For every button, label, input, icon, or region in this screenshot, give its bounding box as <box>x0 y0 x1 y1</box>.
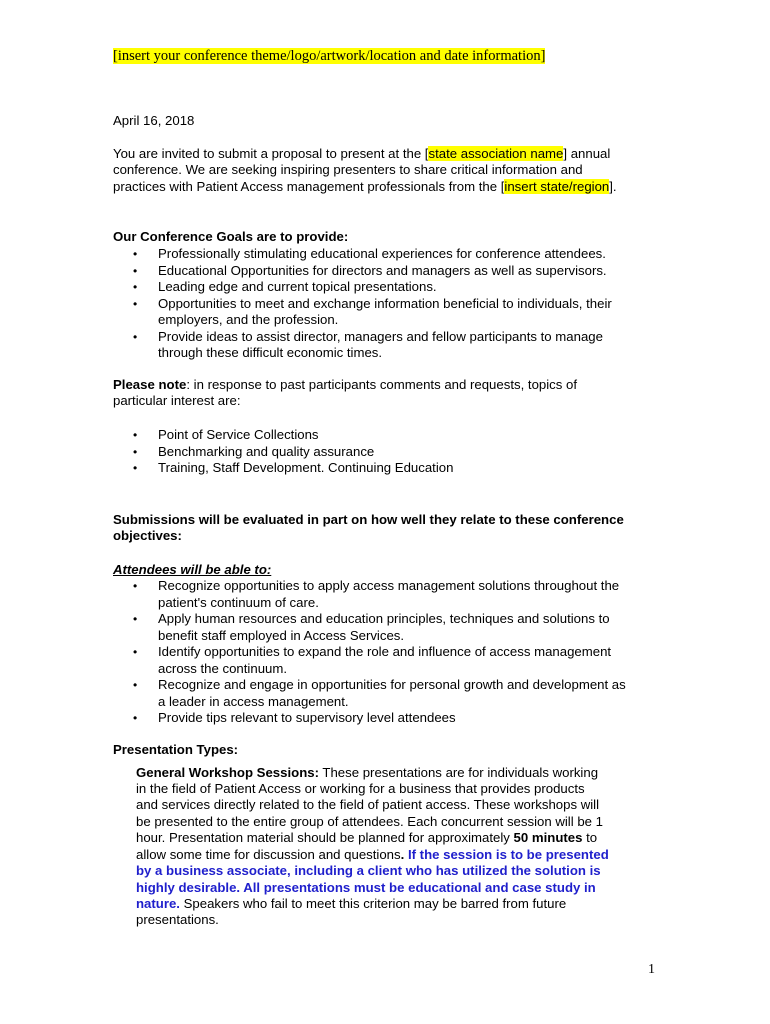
gw-line-8: highly desirable. All presentations must be educational and case study in <box>136 880 596 895</box>
attendees-heading: Attendees will be able to: <box>113 562 272 577</box>
submissions-line-2: objectives: <box>113 528 182 543</box>
goals-heading: Our Conference Goals are to provide: <box>113 229 349 244</box>
list-item: through these difficult economic times. <box>158 345 383 360</box>
list-item: Professionally stimulating educational experiences for conference attendees. <box>158 246 606 261</box>
list-item: Opportunities to meet and exchange information beneficial to individuals, their <box>158 295 612 311</box>
gw-line-6 <box>136 847 609 863</box>
bullet-icon: • <box>133 296 138 311</box>
list-item: Benchmarking and quality assurance <box>158 443 375 459</box>
list-item: a leader in access management. <box>158 693 349 709</box>
bullet-icon: • <box>133 711 138 725</box>
list-item: Provide ideas to assist director, managers and fellow participants to manage <box>158 328 603 344</box>
gw-line-3: and services directly related to the field of patient access. These workshops will <box>136 797 600 812</box>
state-region-placeholder: insert state/region <box>504 179 610 194</box>
gw-label: General Workshop Sessions: <box>136 765 319 780</box>
gw-text: hour. Presentation material should be planned for approximately <box>136 830 514 845</box>
intro-text: ]. <box>609 179 617 194</box>
gw-text: to <box>582 830 598 845</box>
list-item: Identify opportunities to expand the role and influence of access management <box>158 644 612 659</box>
bullet-icon: • <box>133 263 138 278</box>
gw-period: . <box>400 847 405 862</box>
gw-blue-text: nature. <box>136 896 180 911</box>
page-number: 1 <box>648 962 655 977</box>
bullet-icon: • <box>133 247 138 261</box>
list-item: Apply human resources and education principles, techniques and solutions to <box>158 611 610 626</box>
state-association-placeholder: state association name <box>428 146 564 161</box>
list-item: Training, Staff Development. Continuing Education <box>158 460 454 475</box>
list-item: Provide tips relevant to supervisory level attendees <box>158 710 456 725</box>
list-item: Recognize and engage in opportunities for personal growth and development as <box>158 677 626 692</box>
note-text: : in response to past participants comments and requests, topics of <box>186 377 578 392</box>
letter-date: April 16, 2018 <box>113 113 195 128</box>
intro-text: practices with Patient Access management professionals from the [ <box>113 179 505 194</box>
bullet-icon: • <box>133 329 138 344</box>
presentation-types-heading: Presentation Types: <box>113 742 239 757</box>
header-placeholder <box>113 48 545 64</box>
bullet-icon: • <box>133 579 138 593</box>
bullet-icon: • <box>133 461 138 475</box>
bullet-icon: • <box>133 280 138 294</box>
bullet-icon: • <box>133 645 138 659</box>
intro-line-3 <box>113 179 617 195</box>
submissions-line-1: Submissions will be evaluated in part on how well they relate to these conference <box>113 512 624 527</box>
gw-line-9 <box>136 896 566 912</box>
bullet-icon: • <box>133 444 138 459</box>
intro-line-1 <box>113 146 610 162</box>
gw-line-1 <box>136 765 598 781</box>
note-line-2: particular interest are: <box>113 393 241 408</box>
bullet-icon: • <box>133 678 138 692</box>
gw-line-10: presentations. <box>136 912 219 927</box>
list-item: patient's continuum of care. <box>158 594 319 610</box>
minutes-bold: 50 minutes <box>513 830 583 845</box>
gw-text: Speakers who fail to meet this criterion may be barred from future <box>179 896 567 911</box>
note-line-1 <box>113 377 577 393</box>
list-item: Educational Opportunities for directors and managers as well as supervisors. <box>158 262 607 278</box>
list-item: across the continuum. <box>158 660 288 676</box>
gw-text: These presentations are for individuals working <box>318 765 599 780</box>
gw-blue-text: If the session is to be presented <box>404 847 609 862</box>
note-label: Please note <box>113 377 187 392</box>
gw-line-7: by a business associate, including a client who has utilized the solution is <box>136 863 601 878</box>
intro-line-2: conference. We are seeking inspiring presenters to share critical information and <box>113 162 583 177</box>
bullet-icon: • <box>133 428 138 442</box>
gw-line-5 <box>136 830 597 846</box>
list-item: Point of Service Collections <box>158 427 319 442</box>
list-item: Leading edge and current topical presentations. <box>158 279 437 294</box>
list-item: Recognize opportunities to apply access management solutions throughout the <box>158 578 620 593</box>
intro-text: ] annual <box>563 146 611 161</box>
bullet-icon: • <box>133 612 138 626</box>
gw-line-2: in the field of Patient Access or working for a business that provides products <box>136 781 585 796</box>
gw-line-4: be presented to the entire group of attendees. Each concurrent session will be 1 <box>136 814 603 829</box>
gw-text: allow some time for discussion and questions <box>136 847 401 862</box>
list-item: employers, and the profession. <box>158 312 339 327</box>
intro-text: You are invited to submit a proposal to present at the [ <box>113 146 429 161</box>
header-highlight: [insert your conference theme/logo/artwork/location and date information] <box>113 48 546 64</box>
list-item: benefit staff employed in Access Services. <box>158 627 405 643</box>
